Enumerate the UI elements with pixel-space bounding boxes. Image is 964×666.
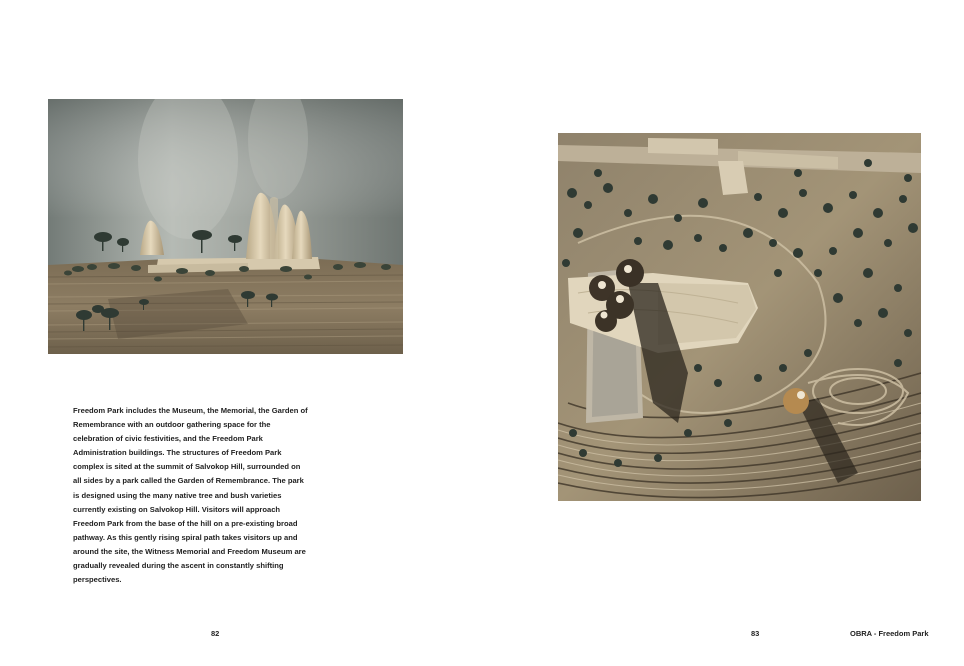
model-elevation-image bbox=[48, 99, 403, 354]
model-plan-photo bbox=[558, 133, 921, 501]
page-number-left: 82 bbox=[211, 629, 220, 638]
body-text: Freedom Park includes the Museum, the Memorial, the Garden of Remembrance with an outdoor gathering space for the celebration of civic festivities, and the Freedom Park Administration buildings. The structures of Freedom Park complex is sited at the summit of Salvokop Hill, surrounded on all sides by a park called the Garden of Remembrance. The park is designed using the many native tree and bush varieties currently existing on Salvokop Hill. Visitors will approach Freedom Park from the base of the hill on a pre-existing broad pathway. As this gently rising spiral path takes visitors up and around the site, the Witness Memorial and Freedom Museum are gradually revealed during the ascent in constantly shifting perspectives. bbox=[73, 406, 308, 585]
model-plan-image bbox=[558, 133, 921, 501]
page-number-right: 83 bbox=[751, 629, 760, 638]
model-elevation-photo bbox=[48, 99, 403, 354]
running-title: OBRA - Freedom Park bbox=[850, 629, 929, 638]
